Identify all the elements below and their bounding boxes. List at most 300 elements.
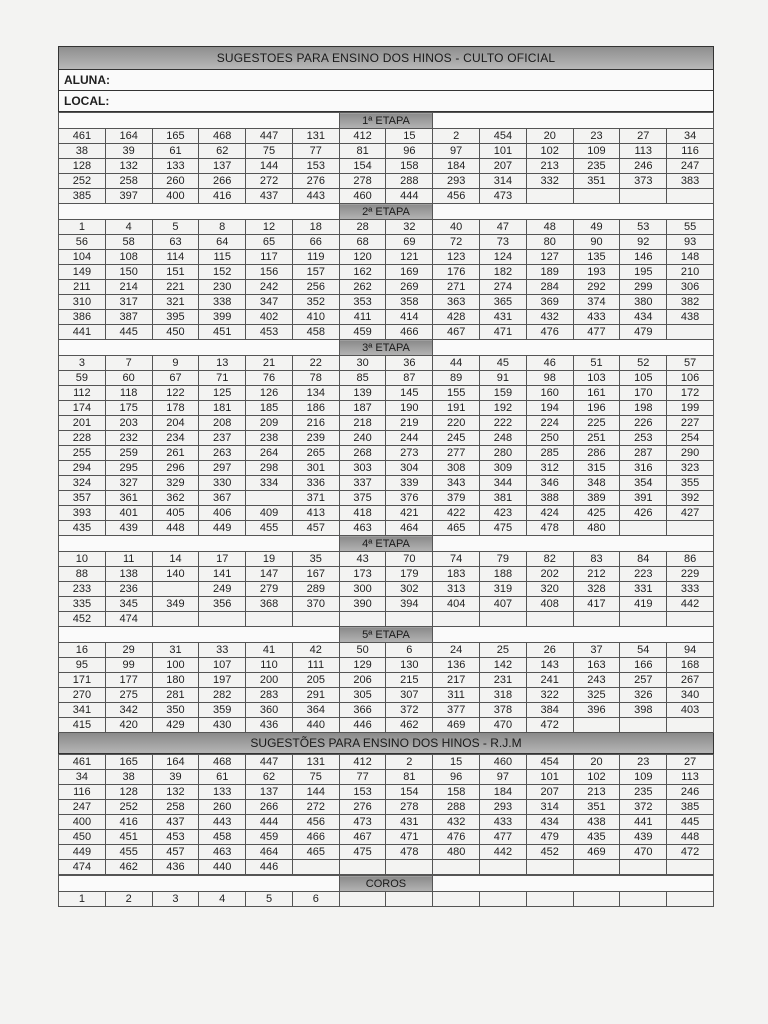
hymn-number-cell: 40 [433,220,480,235]
hymn-number-cell: 21 [246,356,293,371]
hymn-number-cell: 422 [433,506,480,521]
hymn-number-cell: 210 [667,265,714,280]
hymn-number-cell: 217 [433,673,480,688]
hymn-number-cell: 282 [199,688,246,703]
hymn-number-cell: 451 [199,325,246,340]
hymn-number-cell: 250 [526,431,573,446]
hymn-number-cell: 293 [433,174,480,189]
hymn-number-cell [667,521,714,536]
hymn-number-cell: 9 [152,356,199,371]
hymn-number-cell: 150 [105,265,152,280]
hymn-number-cell: 295 [105,461,152,476]
hymn-number-cell: 331 [620,582,667,597]
hymn-number-cell: 324 [59,476,106,491]
hymn-number-cell: 445 [667,815,714,830]
hymn-number-cell: 241 [526,673,573,688]
table-row [59,688,714,703]
hymn-number-cell: 182 [480,265,527,280]
hymn-number-cell: 15 [386,129,433,144]
hymn-number-cell: 386 [59,310,106,325]
hymn-number-cell: 223 [620,567,667,582]
hymn-number-cell: 231 [480,673,527,688]
hymn-number-cell [433,612,480,627]
hymn-number-cell: 27 [620,129,667,144]
hymn-number-cell: 379 [433,491,480,506]
hymn-number-cell: 48 [526,220,573,235]
hymn-number-cell: 13 [199,356,246,371]
hymn-number-cell: 417 [573,597,620,612]
hymn-number-cell: 405 [152,506,199,521]
hymn-number-cell: 261 [152,446,199,461]
hymn-number-cell: 479 [526,830,573,845]
hymn-number-cell: 279 [246,582,293,597]
hymn-number-cell: 428 [433,310,480,325]
hymn-number-cell: 147 [246,567,293,582]
hymn-number-cell: 128 [59,159,106,174]
hymn-number-cell: 256 [292,280,339,295]
hymn-number-cell: 113 [620,144,667,159]
hymn-number-cell: 431 [386,815,433,830]
hymn-number-cell: 306 [667,280,714,295]
hymn-number-cell: 453 [246,325,293,340]
table-row [59,159,714,174]
hymn-number-cell: 294 [59,461,106,476]
hymn-number-cell: 186 [292,401,339,416]
hymn-number-cell: 193 [573,265,620,280]
hymn-number-cell [480,860,527,875]
hymn-number-cell: 7 [105,356,152,371]
hymn-number-cell: 198 [620,401,667,416]
hymn-number-cell: 82 [526,552,573,567]
hymn-number-cell: 462 [386,718,433,733]
hymn-number-cell: 88 [59,567,106,582]
blank-cell [59,204,340,220]
hymn-number-cell: 440 [292,718,339,733]
rjm-hymn-table [58,754,714,875]
hymn-number-cell: 222 [480,416,527,431]
hymn-number-cell: 93 [667,235,714,250]
table-row [59,506,714,521]
hymn-number-cell: 116 [59,785,106,800]
hymn-number-cell: 356 [199,597,246,612]
hymn-number-cell: 330 [199,476,246,491]
hymn-number-cell: 260 [199,800,246,815]
hymn-number-cell: 431 [480,310,527,325]
hymn-number-cell: 140 [152,567,199,582]
hymn-number-cell: 412 [339,129,386,144]
table-row [59,356,714,371]
hymn-number-cell: 411 [339,310,386,325]
hymn-number-cell: 175 [105,401,152,416]
hymn-number-cell: 390 [339,597,386,612]
hymn-number-cell: 367 [199,491,246,506]
hymn-number-cell: 47 [480,220,527,235]
hymn-number-cell: 199 [667,401,714,416]
hymn-number-cell: 448 [152,521,199,536]
hymn-number-cell: 168 [667,658,714,673]
hymn-number-cell [667,860,714,875]
hymn-number-cell: 387 [105,310,152,325]
hymn-number-cell: 70 [386,552,433,567]
hymn-number-cell: 349 [152,597,199,612]
table-row [59,830,714,845]
hymn-number-cell: 298 [246,461,293,476]
hymn-number-cell: 467 [339,830,386,845]
blank-cell [433,876,714,892]
hymn-number-cell: 65 [246,235,293,250]
hymn-number-cell: 407 [480,597,527,612]
hymn-number-cell: 79 [480,552,527,567]
hymn-number-cell: 205 [292,673,339,688]
hymn-number-cell: 154 [339,159,386,174]
hymn-number-cell: 169 [386,265,433,280]
hymn-number-cell: 455 [246,521,293,536]
hymn-number-cell: 133 [152,159,199,174]
hymn-number-cell: 64 [199,235,246,250]
table-row [59,325,714,340]
hymn-number-cell: 380 [620,295,667,310]
hymn-number-cell: 50 [339,643,386,658]
hymn-number-cell: 314 [480,174,527,189]
hymn-number-cell: 176 [433,265,480,280]
hymn-number-cell: 1 [59,220,106,235]
table-row [59,250,714,265]
hymn-number-cell: 468 [199,755,246,770]
hymn-number-cell: 242 [246,280,293,295]
hymn-number-cell: 204 [152,416,199,431]
hymn-number-cell [667,189,714,204]
hymn-number-cell: 293 [480,800,527,815]
hymn-number-cell: 246 [620,159,667,174]
rjm-title: SUGESTÕES PARA ENSINO DOS HINOS - R.J.M [58,733,714,754]
hymn-number-cell: 420 [105,718,152,733]
hymn-number-cell: 474 [105,612,152,627]
hymn-number-cell: 132 [152,785,199,800]
hymn-number-cell: 460 [480,755,527,770]
hymn-number-cell: 446 [246,860,293,875]
hymn-number-cell: 316 [620,461,667,476]
hymn-number-cell [573,189,620,204]
hymn-number-cell: 60 [105,371,152,386]
hymn-number-cell: 213 [526,159,573,174]
table-row [59,845,714,860]
hymn-number-cell: 459 [339,325,386,340]
hymn-number-cell: 281 [152,688,199,703]
hymn-number-cell: 17 [199,552,246,567]
hymn-number-cell: 227 [667,416,714,431]
hymn-number-cell: 151 [152,265,199,280]
hymn-number-cell: 462 [105,860,152,875]
hymn-number-cell: 469 [433,718,480,733]
hymn-number-cell: 170 [620,386,667,401]
hymn-number-cell: 458 [199,830,246,845]
hymn-number-cell: 225 [573,416,620,431]
hymn-number-cell: 97 [433,144,480,159]
hymn-number-cell: 277 [433,446,480,461]
hymn-number-cell: 443 [199,815,246,830]
hymn-number-cell: 424 [526,506,573,521]
hymn-number-cell: 398 [620,703,667,718]
hymn-number-cell [433,860,480,875]
blank-cell [433,340,714,356]
hymn-number-cell [480,892,527,907]
table-row [59,612,714,627]
hymn-number-cell: 184 [433,159,480,174]
hymn-number-cell: 190 [386,401,433,416]
hymn-number-cell: 388 [526,491,573,506]
hymn-number-cell: 62 [246,770,293,785]
hymn-number-cell: 283 [246,688,293,703]
hymn-number-cell: 372 [386,703,433,718]
hymn-number-cell: 122 [152,386,199,401]
stage-label: 3ª ETAPA [339,340,433,356]
hymn-number-cell: 89 [433,371,480,386]
hymn-number-cell: 382 [667,295,714,310]
blank-cell [433,536,714,552]
hymn-number-cell: 337 [339,476,386,491]
hymn-number-cell: 426 [620,506,667,521]
hymn-number-cell: 267 [667,673,714,688]
blank-cell [433,204,714,220]
hymn-number-cell: 395 [152,310,199,325]
hymn-number-cell: 207 [526,785,573,800]
hymn-number-cell: 458 [292,325,339,340]
hymn-number-cell: 374 [573,295,620,310]
hymn-number-cell: 161 [573,386,620,401]
hymn-number-cell: 259 [105,446,152,461]
hymn-number-cell: 41 [246,643,293,658]
hymn-number-cell: 278 [339,174,386,189]
table-row [59,785,714,800]
hymn-number-cell: 434 [526,815,573,830]
local-field: LOCAL: [58,91,714,112]
hymn-number-cell: 189 [526,265,573,280]
hymn-number-cell: 451 [105,830,152,845]
hymn-number-cell: 469 [573,845,620,860]
hymn-number-cell: 252 [105,800,152,815]
hymn-number-cell: 72 [433,235,480,250]
hymn-number-cell: 311 [433,688,480,703]
hymn-number-cell: 418 [339,506,386,521]
blank-cell [59,876,340,892]
hymn-number-cell: 285 [526,446,573,461]
hymn-number-cell: 308 [433,461,480,476]
hymn-number-cell: 271 [433,280,480,295]
hymn-number-cell: 96 [386,144,433,159]
stage-label: 1ª ETAPA [339,113,433,129]
hymn-number-cell: 156 [246,265,293,280]
hymn-number-cell: 292 [573,280,620,295]
hymn-number-cell: 59 [59,371,106,386]
hymn-number-cell: 338 [199,295,246,310]
hymn-number-cell [526,189,573,204]
hymn-number-cell: 334 [246,476,293,491]
hymn-number-cell: 172 [667,386,714,401]
hymn-number-cell: 320 [526,582,573,597]
hymn-number-cell: 42 [292,643,339,658]
hymn-number-cell: 322 [526,688,573,703]
stage-label: COROS [339,876,433,892]
hymn-number-cell: 123 [433,250,480,265]
hymn-number-cell: 323 [667,461,714,476]
hymn-number-cell: 427 [667,506,714,521]
hymn-number-cell: 181 [199,401,246,416]
hymn-number-cell: 359 [199,703,246,718]
hymn-number-cell [526,860,573,875]
coros-table [58,875,714,907]
table-row [59,129,714,144]
hymn-number-cell: 421 [386,506,433,521]
hymn-number-cell: 153 [339,785,386,800]
hymn-number-cell: 416 [105,815,152,830]
hymn-number-cell: 344 [480,476,527,491]
hymn-number-cell: 43 [339,552,386,567]
hymn-number-cell: 264 [246,446,293,461]
hymn-number-cell: 34 [59,770,106,785]
hymn-number-cell: 332 [526,174,573,189]
hymn-number-cell: 276 [339,800,386,815]
hymn-number-cell: 473 [480,189,527,204]
hymn-number-cell: 443 [292,189,339,204]
hymn-number-cell: 410 [292,310,339,325]
table-row [59,521,714,536]
hymn-number-cell: 20 [573,755,620,770]
hymn-number-cell: 302 [386,582,433,597]
table-row [59,189,714,204]
hymn-number-cell: 6 [292,892,339,907]
hymn-number-cell: 12 [246,220,293,235]
hymn-number-cell: 268 [339,446,386,461]
hymn-number-cell: 364 [292,703,339,718]
hymn-number-cell: 144 [292,785,339,800]
hymn-number-cell: 312 [526,461,573,476]
table-row [59,295,714,310]
hymn-number-cell: 194 [526,401,573,416]
hymn-number-cell: 14 [152,552,199,567]
hymn-number-cell: 138 [105,567,152,582]
hymn-number-cell: 304 [386,461,433,476]
hymn-number-cell: 75 [292,770,339,785]
hymn-number-cell: 5 [152,220,199,235]
hymn-number-cell: 221 [152,280,199,295]
hymn-number-cell [386,612,433,627]
hymn-number-cell: 461 [59,129,106,144]
table-row [59,310,714,325]
hymn-number-cell: 158 [433,785,480,800]
hymn-number-cell: 142 [480,658,527,673]
hymn-number-cell: 254 [667,431,714,446]
hymn-number-cell: 321 [152,295,199,310]
hymn-number-cell: 131 [292,755,339,770]
hymn-number-cell: 266 [199,174,246,189]
hymn-number-cell: 118 [105,386,152,401]
hymn-number-cell: 309 [480,461,527,476]
hymn-number-cell: 243 [573,673,620,688]
hymn-number-cell: 230 [199,280,246,295]
hymn-number-cell: 463 [199,845,246,860]
hymn-number-cell: 440 [199,860,246,875]
stage-row [59,536,714,552]
hymn-number-cell [152,612,199,627]
hymn-number-cell: 383 [667,174,714,189]
hymn-number-cell [526,612,573,627]
hymn-number-cell: 112 [59,386,106,401]
hymn-number-cell: 429 [152,718,199,733]
hymn-number-cell: 361 [105,491,152,506]
hymn-number-cell: 447 [246,755,293,770]
hymn-number-cell: 220 [433,416,480,431]
hymn-number-cell: 78 [292,371,339,386]
hymn-number-cell: 209 [246,416,293,431]
hymn-number-cell: 476 [433,830,480,845]
hymn-number-cell: 452 [526,845,573,860]
hymn-number-cell: 128 [105,785,152,800]
hymn-number-cell: 38 [105,770,152,785]
table-row [59,643,714,658]
hymn-number-cell: 23 [573,129,620,144]
table-row [59,461,714,476]
hymn-number-cell: 289 [292,582,339,597]
hymn-number-cell: 201 [59,416,106,431]
hymn-number-cell: 57 [667,356,714,371]
table-row [59,815,714,830]
hymn-number-cell: 92 [620,235,667,250]
hymn-number-cell: 470 [480,718,527,733]
hymn-number-cell: 260 [152,174,199,189]
hymn-number-cell: 333 [667,582,714,597]
hymn-number-cell: 104 [59,250,106,265]
hymn-number-cell: 351 [573,800,620,815]
hymn-number-cell: 353 [339,295,386,310]
table-row [59,718,714,733]
hymn-number-cell [573,892,620,907]
hymn-number-cell: 46 [526,356,573,371]
hymn-number-cell: 34 [667,129,714,144]
hymn-number-cell: 396 [573,703,620,718]
hymn-number-cell: 3 [152,892,199,907]
stage-row [59,204,714,220]
hymn-number-cell [386,860,433,875]
hymn-table [58,112,714,733]
hymn-number-cell: 4 [199,892,246,907]
hymn-number-cell: 352 [292,295,339,310]
hymn-number-cell: 450 [59,830,106,845]
hymn-number-cell: 117 [246,250,293,265]
hymn-number-cell: 183 [433,567,480,582]
hymn-number-cell: 232 [105,431,152,446]
hymn-number-cell: 394 [386,597,433,612]
hymn-number-cell: 416 [199,189,246,204]
hymn-number-cell: 18 [292,220,339,235]
hymn-number-cell: 141 [199,567,246,582]
hymn-number-cell: 1 [59,892,106,907]
hymn-number-cell: 436 [246,718,293,733]
hymn-number-cell: 116 [667,144,714,159]
hymn-number-cell: 252 [59,174,106,189]
hymn-number-cell: 274 [480,280,527,295]
hymn-number-cell: 459 [246,830,293,845]
hymn-number-cell: 239 [292,431,339,446]
hymn-number-cell: 460 [339,189,386,204]
hymn-number-cell [386,892,433,907]
hymn-number-cell: 234 [152,431,199,446]
hymn-number-cell [667,612,714,627]
hymn-number-cell: 95 [59,658,106,673]
hymn-number-cell: 144 [246,159,293,174]
hymn-number-cell: 453 [152,830,199,845]
hymn-number-cell: 456 [292,815,339,830]
hymn-number-cell: 478 [386,845,433,860]
